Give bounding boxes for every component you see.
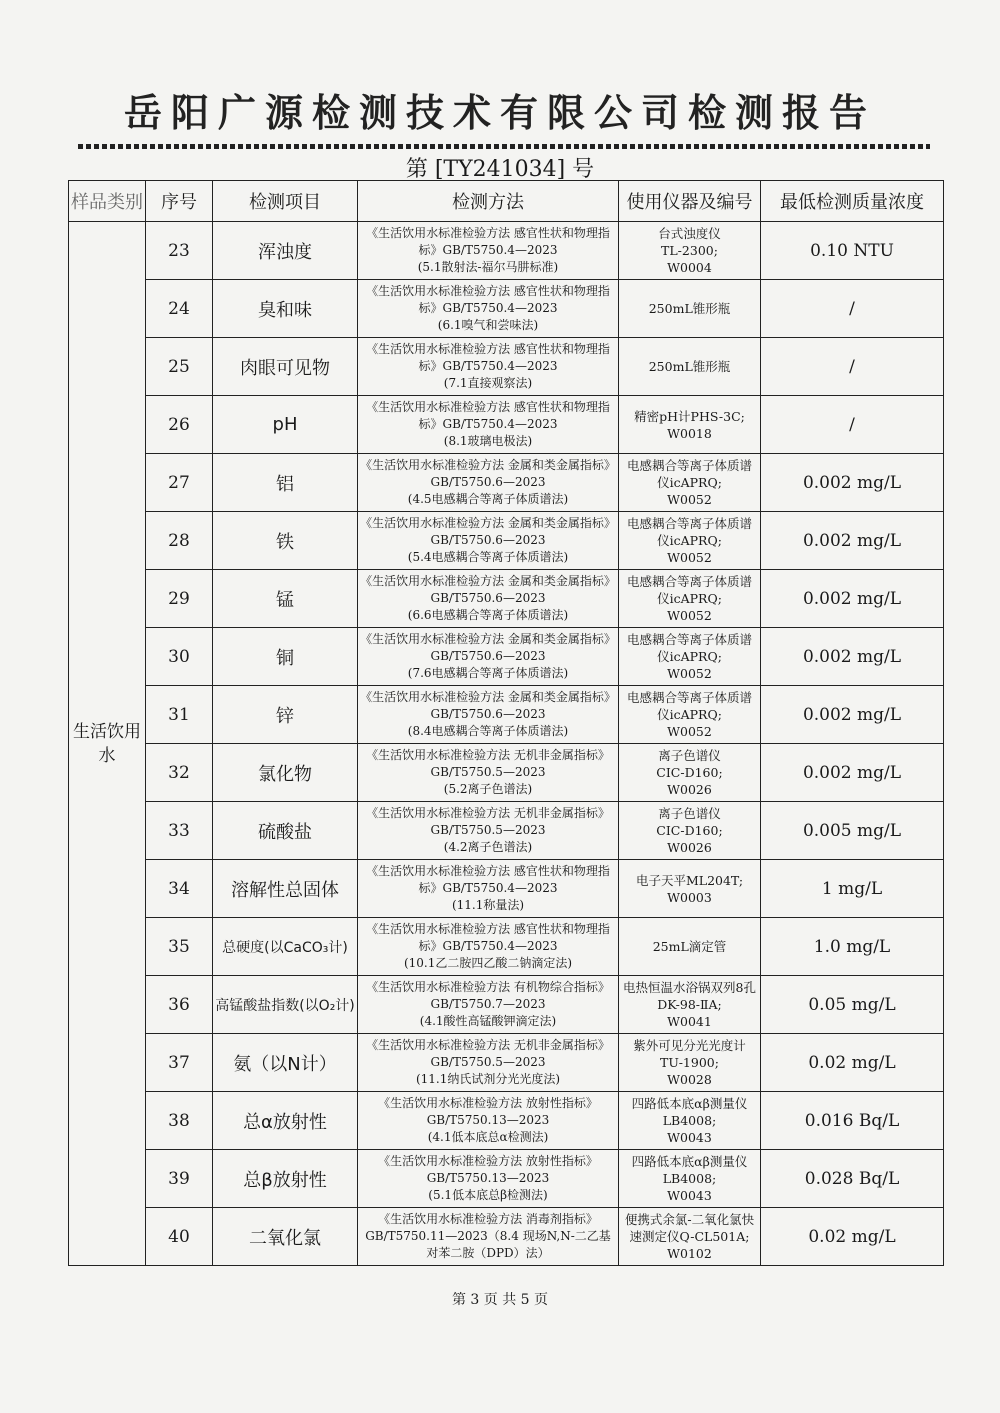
row-number: 32 (146, 744, 213, 802)
table-header-row (69, 181, 944, 222)
table-row (69, 1092, 944, 1150)
test-item: 锰 (213, 570, 358, 628)
test-items-table (68, 180, 944, 1266)
test-item: 浑浊度 (213, 222, 358, 280)
test-method: 《生活饮用水标准检验方法 有机物综合指标》GB/T5750.7—2023 (4.1酸性高锰酸钾滴定法) (358, 976, 619, 1034)
table-row (69, 570, 944, 628)
row-number: 38 (146, 1092, 213, 1150)
detection-limit: 0.002 mg/L (761, 454, 944, 512)
row-number: 40 (146, 1208, 213, 1266)
test-method: 《生活饮用水标准检验方法 金属和类金属指标》GB/T5750.6—2023 (7.6电感耦合等离子体质谱法) (358, 628, 619, 686)
detection-limit: / (761, 338, 944, 396)
test-item: 高锰酸盐指数(以O₂计) (213, 976, 358, 1034)
test-item: 溶解性总固体 (213, 860, 358, 918)
column-header-no: 序号 (146, 181, 213, 222)
detection-limit: 0.002 mg/L (761, 570, 944, 628)
test-method: 《生活饮用水标准检验方法 感官性状和物理指标》GB/T5750.4—2023 (11.1称量法) (358, 860, 619, 918)
detection-limit: 0.002 mg/L (761, 744, 944, 802)
row-number: 37 (146, 1034, 213, 1092)
table-row (69, 512, 944, 570)
instrument: 电感耦合等离子体质谱仪icAPRQ; W0052 (619, 570, 761, 628)
test-item: 锌 (213, 686, 358, 744)
row-number: 25 (146, 338, 213, 396)
table-row (69, 1208, 944, 1266)
test-item: 硫酸盐 (213, 802, 358, 860)
column-header-item: 检测项目 (213, 181, 358, 222)
row-number: 33 (146, 802, 213, 860)
test-item: 铜 (213, 628, 358, 686)
row-number: 39 (146, 1150, 213, 1208)
instrument: 离子色谱仪 CIC-D160; W0026 (619, 802, 761, 860)
row-number: 35 (146, 918, 213, 976)
row-number: 26 (146, 396, 213, 454)
test-method: 《生活饮用水标准检验方法 感官性状和物理指标》GB/T5750.4—2023 (7.1直接观察法) (358, 338, 619, 396)
test-item: 总硬度(以CaCO₃计) (213, 918, 358, 976)
column-header-limit: 最低检测质量浓度 (761, 181, 944, 222)
instrument: 四路低本底αβ测量仪 LB4008; W0043 (619, 1092, 761, 1150)
table-row (69, 396, 944, 454)
row-number: 28 (146, 512, 213, 570)
detection-limit: 1 mg/L (761, 860, 944, 918)
instrument: 离子色谱仪 CIC-D160; W0026 (619, 744, 761, 802)
table-row (69, 802, 944, 860)
test-item: 总β放射性 (213, 1150, 358, 1208)
page-number: 第 3 页 共 5 页 (451, 1292, 549, 1308)
test-item: 铁 (213, 512, 358, 570)
row-number: 31 (146, 686, 213, 744)
table-row (69, 454, 944, 512)
instrument: 250mL锥形瓶 (619, 280, 761, 338)
detection-limit: 0.016 Bq/L (761, 1092, 944, 1150)
test-method: 《生活饮用水标准检验方法 放射性指标》 GB/T5750.13—2023 (5.1低本底总β检测法) (358, 1150, 619, 1208)
test-method: 《生活饮用水标准检验方法 金属和类金属指标》GB/T5750.6—2023 (6.6电感耦合等离子体质谱法) (358, 570, 619, 628)
column-header-method: 检测方法 (358, 181, 619, 222)
table-row (69, 918, 944, 976)
detection-limit: 0.002 mg/L (761, 686, 944, 744)
test-item: 总α放射性 (213, 1092, 358, 1150)
column-header-instrument: 使用仪器及编号 (619, 181, 761, 222)
test-item: 铝 (213, 454, 358, 512)
row-number: 29 (146, 570, 213, 628)
row-number: 34 (146, 860, 213, 918)
instrument: 四路低本底αβ测量仪 LB4008; W0043 (619, 1150, 761, 1208)
instrument: 25mL滴定管 (619, 918, 761, 976)
instrument: 电感耦合等离子体质谱仪icAPRQ; W0052 (619, 628, 761, 686)
test-method: 《生活饮用水标准检验方法 感官性状和物理指标》GB/T5750.4—2023 (8.1玻璃电极法) (358, 396, 619, 454)
test-method: 《生活饮用水标准检验方法 无机非金属指标》GB/T5750.5—2023 (5.2离子色谱法) (358, 744, 619, 802)
test-method: 《生活饮用水标准检验方法 无机非金属指标》GB/T5750.5—2023 (4.2离子色谱法) (358, 802, 619, 860)
test-item: pH (213, 396, 358, 454)
table-row (69, 860, 944, 918)
table-row (69, 280, 944, 338)
test-method: 《生活饮用水标准检验方法 感官性状和物理指标》GB/T5750.4—2023 (6.1嗅气和尝味法) (358, 280, 619, 338)
table-row (69, 686, 944, 744)
sample-category-cell: 生活饮用水 (69, 222, 146, 1266)
table-row (69, 744, 944, 802)
test-item: 肉眼可见物 (213, 338, 358, 396)
test-method: 《生活饮用水标准检验方法 放射性指标》 GB/T5750.13—2023 (4.1低本底总α检测法) (358, 1092, 619, 1150)
row-number: 23 (146, 222, 213, 280)
instrument: 电感耦合等离子体质谱仪icAPRQ; W0052 (619, 454, 761, 512)
detection-limit: 0.002 mg/L (761, 512, 944, 570)
test-item: 氯化物 (213, 744, 358, 802)
instrument: 电子天平ML204T; W0003 (619, 860, 761, 918)
test-method: 《生活饮用水标准检验方法 无机非金属指标》GB/T5750.5—2023 (11.1纳氏试剂分光光度法) (358, 1034, 619, 1092)
row-number: 30 (146, 628, 213, 686)
report-title: 岳阳广源检测技术有限公司检测报告 (123, 91, 876, 135)
detection-limit: / (761, 280, 944, 338)
detection-limit: 0.028 Bq/L (761, 1150, 944, 1208)
test-method: 《生活饮用水标准检验方法 消毒剂指标》 GB/T5750.11—2023（8.4 现场N,N-二乙基对苯二胺（DPD）法） (358, 1208, 619, 1266)
detection-limit: 1.0 mg/L (761, 918, 944, 976)
test-method: 《生活饮用水标准检验方法 金属和类金属指标》GB/T5750.6—2023 (4.5电感耦合等离子体质谱法) (358, 454, 619, 512)
table-row (69, 1150, 944, 1208)
detection-limit: 0.10 NTU (761, 222, 944, 280)
detection-limit: 0.002 mg/L (761, 628, 944, 686)
test-method: 《生活饮用水标准检验方法 金属和类金属指标》GB/T5750.6—2023 (8.4电感耦合等离子体质谱法) (358, 686, 619, 744)
row-number: 27 (146, 454, 213, 512)
detection-limit: 0.02 mg/L (761, 1034, 944, 1092)
detection-limit: / (761, 396, 944, 454)
instrument: 电感耦合等离子体质谱仪icAPRQ; W0052 (619, 686, 761, 744)
table-row (69, 338, 944, 396)
table-row (69, 628, 944, 686)
test-item: 臭和味 (213, 280, 358, 338)
table-row (69, 976, 944, 1034)
detection-limit: 0.02 mg/L (761, 1208, 944, 1266)
test-method: 《生活饮用水标准检验方法 感官性状和物理指标》GB/T5750.4—2023 (10.1乙二胺四乙酸二钠滴定法) (358, 918, 619, 976)
column-header-category: 样品类别 (69, 181, 146, 222)
instrument: 台式浊度仪 TL-2300; W0004 (619, 222, 761, 280)
dotted-divider (78, 144, 930, 149)
test-item: 二氧化氯 (213, 1208, 358, 1266)
test-method: 《生活饮用水标准检验方法 感官性状和物理指标》GB/T5750.4—2023 (5.1散射法-福尔马肼标准) (358, 222, 619, 280)
detection-limit: 0.05 mg/L (761, 976, 944, 1034)
table-row (69, 1034, 944, 1092)
row-number: 24 (146, 280, 213, 338)
test-method: 《生活饮用水标准检验方法 金属和类金属指标》GB/T5750.6—2023 (5.4电感耦合等离子体质谱法) (358, 512, 619, 570)
instrument: 紫外可见分光光度计 TU-1900; W0028 (619, 1034, 761, 1092)
row-number: 36 (146, 976, 213, 1034)
instrument: 便携式余氯-二氧化氯快速测定仪Q-CL501A; W0102 (619, 1208, 761, 1266)
test-item: 氨（以N计） (213, 1034, 358, 1092)
report-number: 第 [TY241034] 号 (405, 157, 595, 182)
instrument: 精密pH计PHS-3C; W0018 (619, 396, 761, 454)
instrument: 电感耦合等离子体质谱仪icAPRQ; W0052 (619, 512, 761, 570)
table-row (69, 222, 944, 280)
instrument: 电热恒温水浴锅双列8孔 DK-98-ⅡA; W0041 (619, 976, 761, 1034)
detection-limit: 0.005 mg/L (761, 802, 944, 860)
instrument: 250mL锥形瓶 (619, 338, 761, 396)
